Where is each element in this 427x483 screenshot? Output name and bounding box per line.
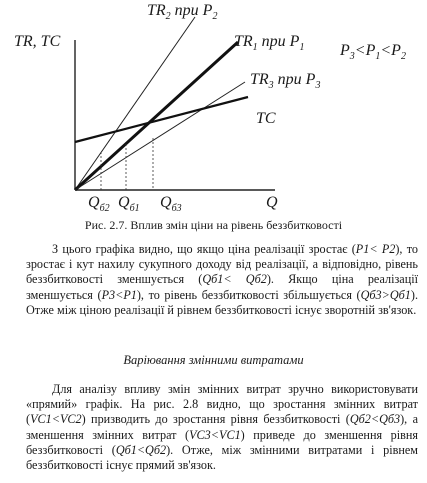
para1-text-c: ). Якщо ціна реалізації зменшується ( — [26, 272, 418, 302]
para1-p3-lt-p1: P3<P1 — [101, 287, 137, 302]
tc-label: TC — [256, 110, 276, 127]
break-even-figure — [0, 0, 427, 225]
tr3-label: $TR_3$ при $P_3$ — [250, 71, 321, 92]
tr1-label: $TR_1$ при $P_1$ — [234, 33, 305, 54]
para1-text-d: ), то рівень беззбитковості збільшується ( — [136, 287, 361, 302]
para2-q2-lt-q3: Qб2<Qб3 — [349, 412, 401, 427]
paragraph-variable-costs — [26, 382, 418, 473]
qb2-label: $Q_{б2}$ — [88, 194, 110, 215]
figure-caption: Рис. 2.7. Вплив змін ціни на рівень беззбитковості — [84, 218, 343, 232]
paragraph-price-effect — [26, 242, 418, 318]
qb3-label: $Q_{б3}$ — [160, 194, 182, 215]
para1-p1-lt-p2: P1< P2 — [355, 242, 396, 256]
x-axis-label: Q — [266, 194, 278, 211]
price-inequality-label: $P_3<P_1<P_2$ — [340, 42, 406, 63]
para1-text-a: З цього графіка видно, що якщо ціна реалізації зростає ( — [52, 242, 356, 256]
para2-text-e: ). Отже, між змінними витратами і рівнем беззбитковості існує прямий зв'язок. — [26, 442, 418, 473]
para2-vc1-lt-vc2: VC1<VC2 — [30, 412, 82, 427]
tr1-line — [75, 42, 238, 190]
para1-q3-gt-q1: Qб3>Qб1 — [360, 287, 411, 302]
para1-q1-lt-q2: Qб1< Qб2 — [202, 272, 267, 287]
para2-text-d: ) приведе до зменшення рівня беззбитковості ( — [26, 427, 418, 457]
qb1-label: $Q_{б1}$ — [118, 194, 140, 215]
para2-vc3-lt-vc1: VC3<VC1 — [189, 427, 241, 442]
para2-text-b: ) призводить до зростання рівня беззбитковості ( — [81, 412, 350, 427]
para1-text-e: ). Отже між ціною реалізації й рівнем беззбитковості існує зворотній зв'язок. — [26, 287, 418, 317]
para2-q1-lt-q2: Qб1<Qб2 — [115, 442, 167, 457]
para1-text-b: ), то зростає і кут нахилу сукупного доходу від реалізації, а відповідно, рівень беззбитковості зменшується ( — [26, 242, 418, 287]
tr2-label: $TR_2$ при $P_2$ — [147, 2, 218, 23]
para2-text-a: Для аналізу впливу змін змінних витрат зручно використовувати «прямий» графік. На рис. 2.8 видно, що зростання змінних витрат ( — [26, 382, 418, 427]
tr2-line — [75, 17, 195, 190]
y-axis-label: TR, TC — [14, 33, 61, 50]
section-heading: Варіювання змінними витратами — [123, 353, 304, 367]
para2-text-c: ), а зменшення змінних витрат ( — [26, 412, 419, 442]
break-even-chart — [0, 0, 427, 225]
